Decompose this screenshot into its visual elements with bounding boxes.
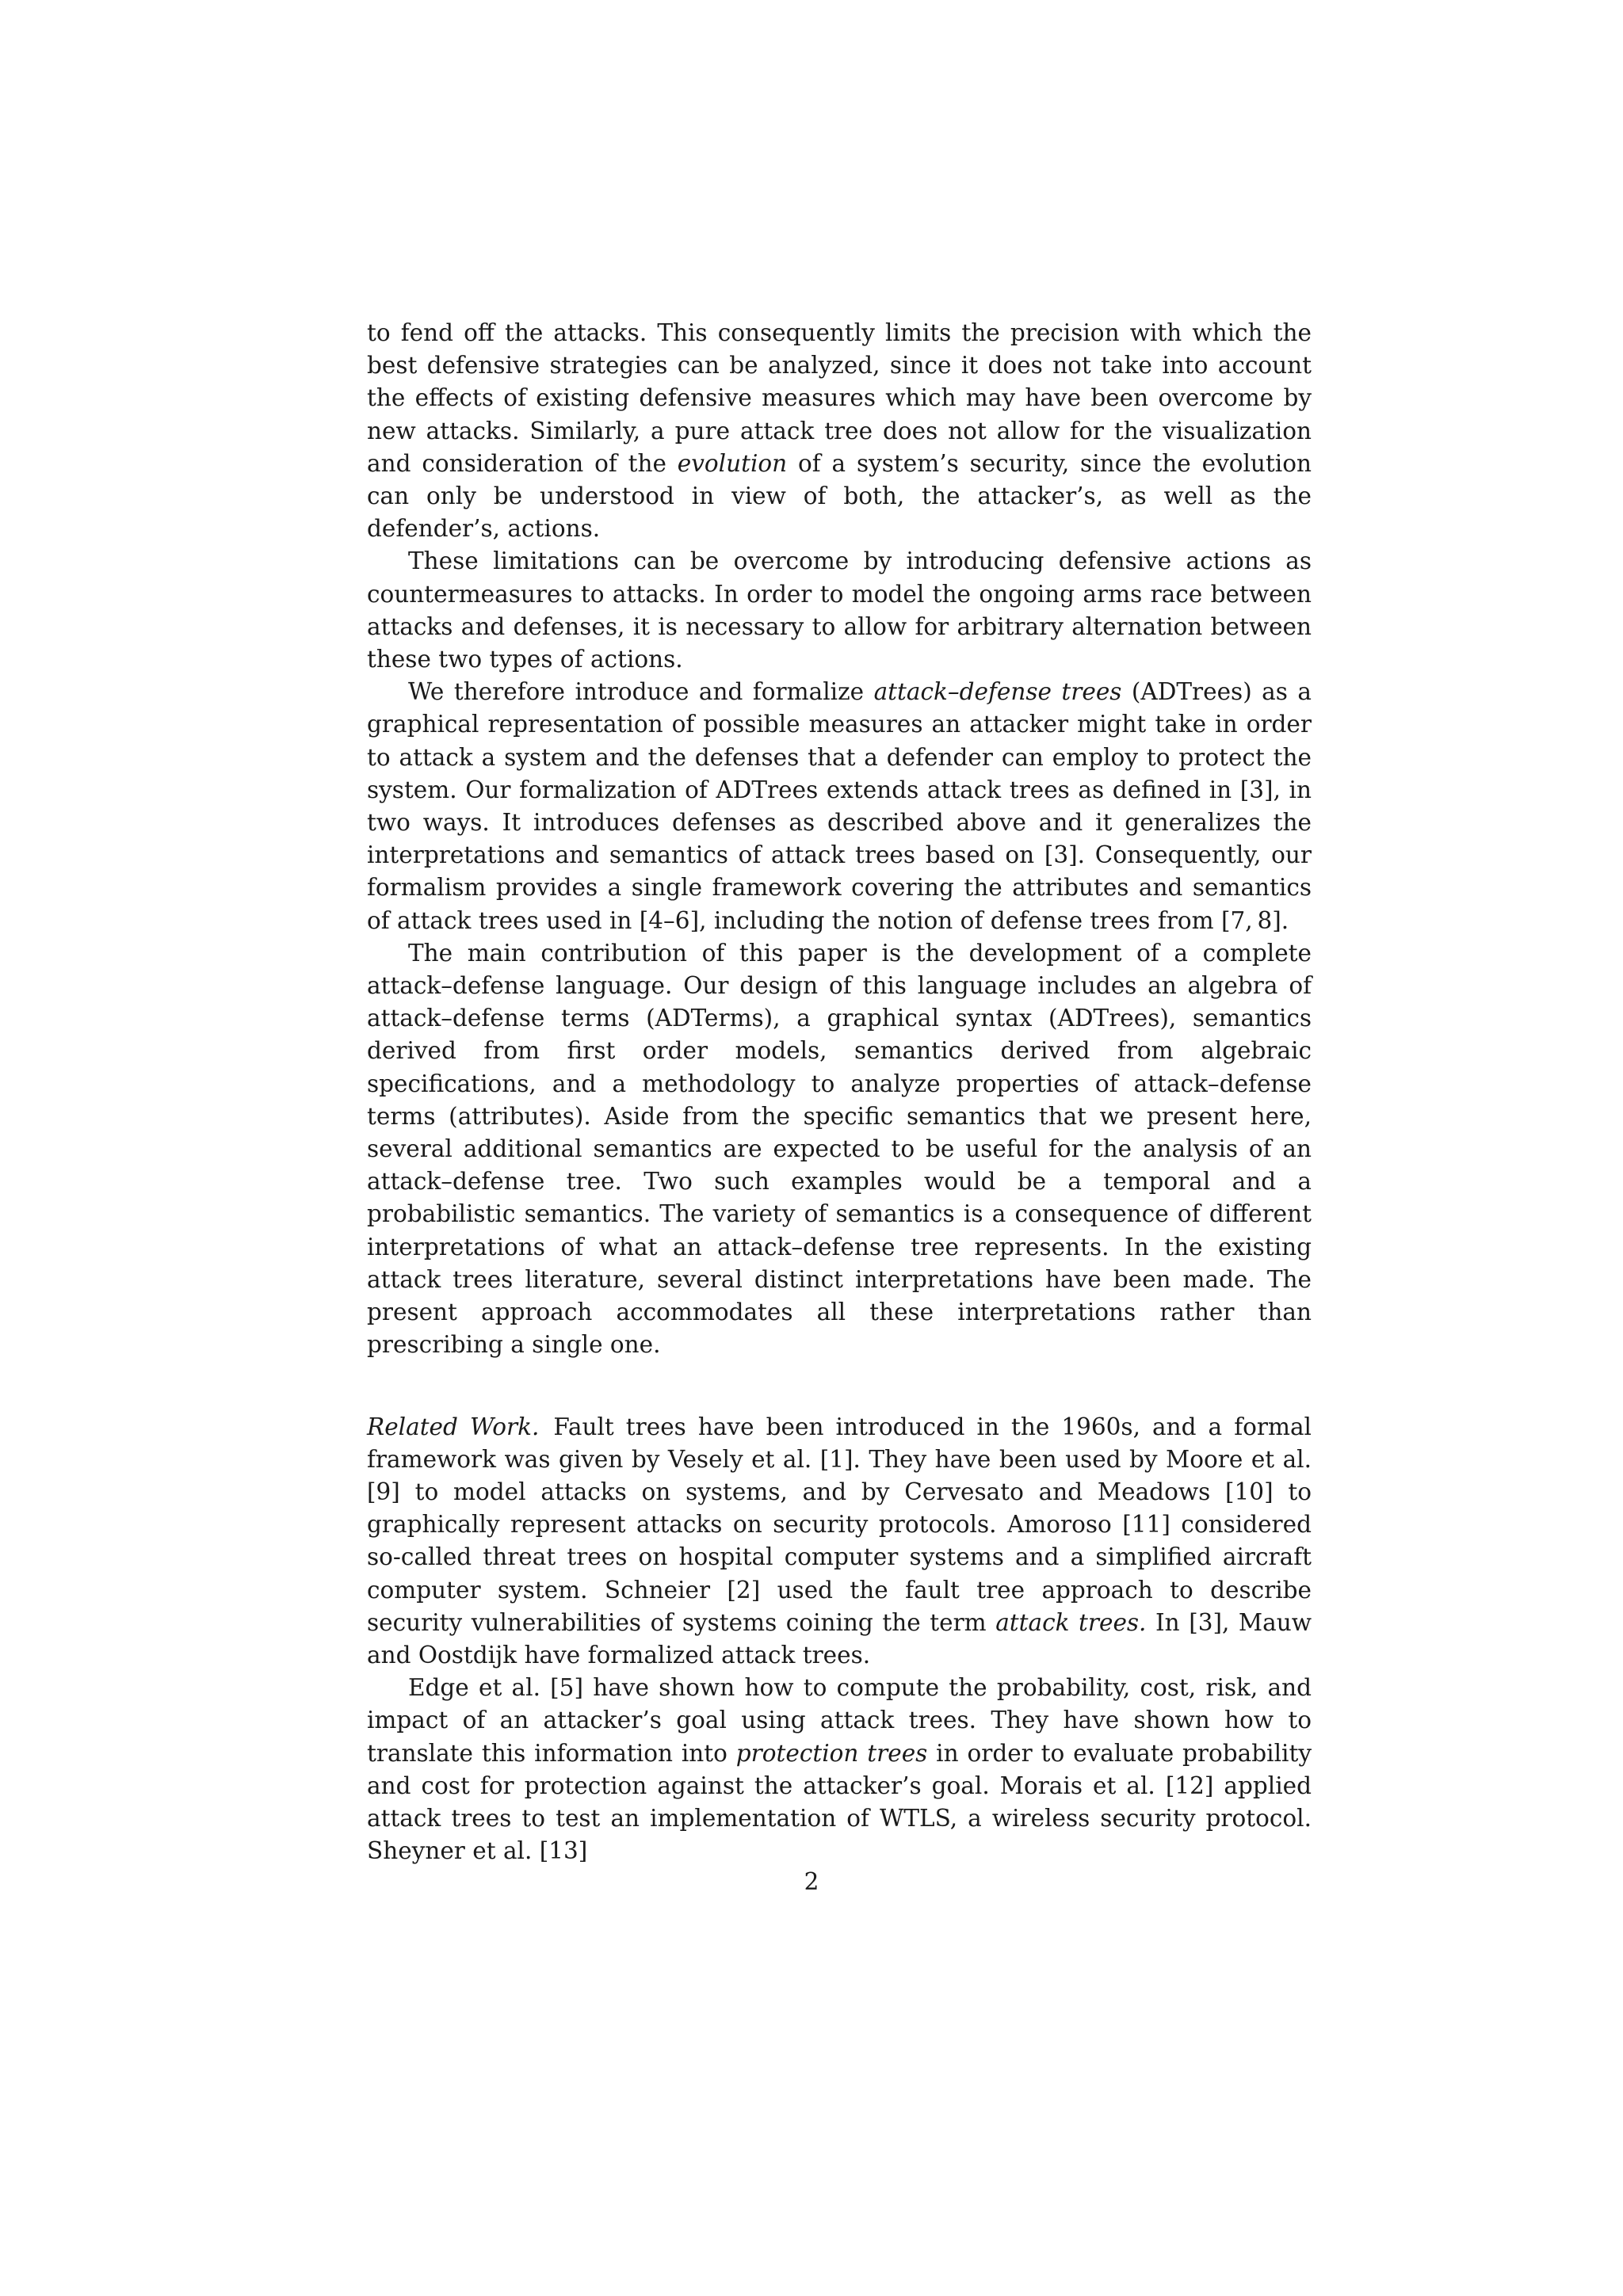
page-number: 2	[804, 1868, 819, 1895]
paragraph-related-work	[367, 1411, 1312, 1672]
paragraph-continued	[367, 317, 1312, 545]
paragraph-text: Fault trees have been introduced in the 1960s, and a formal framework was given by Vesely et al. [1]. They have been used by Moore et al. [9] to model attacks on systems, and by Cervesato and Meadows [10] to graphically represent attacks on security protocols. Amoroso [11] considered so-called threat trees on hospital computer systems and a simplified aircraft computer system. Schneier [2] used the fault tree approach to describe security vulnerabilities of systems coining the term	[367, 1413, 1312, 1636]
paragraph-text: Edge et al. [5] have shown how to compute the probability, cost, risk, and impact of an attacker’s goal using attack trees. They have shown how to translate this information into	[367, 1674, 1312, 1767]
related-work-heading: Related Work.	[367, 1413, 540, 1440]
emphasis-attack-defense-trees: attack–defense trees	[873, 678, 1122, 706]
emphasis-attack-trees: attack trees.	[995, 1608, 1147, 1636]
paragraph-adtrees-intro	[367, 676, 1312, 937]
page-body	[367, 317, 1312, 1867]
paragraph-limitations	[367, 545, 1312, 676]
paragraph-contribution	[367, 937, 1312, 1362]
paragraph-text: of a system’s security, since the evolution can only be understood in view of both, the attacker’s, as well as the defender’s, actions.	[367, 449, 1312, 543]
paragraph-text: These limitations can be overcome by introducing defensive actions as countermeasures to attacks. In order to model the ongoing arms race between attacks and defenses, it is necessary to allow for arbitrary alternation between these two types of actions.	[367, 547, 1312, 673]
paragraph-text: In [3], Mauw and Oostdijk have formalized attack trees.	[367, 1608, 1312, 1669]
paragraph-text: We therefore introduce and formalize	[408, 678, 874, 706]
paragraph-edge-et-al	[367, 1672, 1312, 1867]
paragraph-text: (ADTrees) as a graphical representation of possible measures an attacker might take in order to attack a system and the defenses that a defender can employ to protect the system. Our formalization of ADTrees extends attack trees as defined in [3], in two ways. It introduces defenses as described above and it generalizes the interpretations and semantics of attack trees based on [3]. Consequently, our formalism provides a single framework covering the attributes and semantics of attack trees used in [4–6], including the notion of defense trees from [7, 8].	[367, 678, 1312, 934]
paragraph-text: The main contribution of this paper is the development of a complete attack–defense language. Our design of this language includes an algebra of attack–defense terms (ADTerms), a graphical syntax (ADTrees), semantics derived from first order models, semantics derived from algebraic specifications, and a methodology to analyze properties of attack–defense terms (attributes). Aside from the specific semantics that we present here, several additional semantics are expected to be useful for the analysis of an attack–defense tree. Two such examples would be a temporal and a probabilistic semantics. The variety of semantics is a consequence of different interpretations of what an attack–defense tree represents. In the existing attack trees literature, several distinct interpretations have been made. The present approach accommodates all these interpretations rather than prescribing a single one.	[367, 939, 1312, 1359]
emphasis-evolution: evolution	[677, 449, 788, 477]
paragraph-text: in order to evaluate probability and cost for protection against the attacker’s goal. Morais et al. [12] applied attack trees to test an implementation of WTLS, a wireless security protocol. Sheyner et al. [13]	[367, 1739, 1312, 1865]
paragraph-text: to fend off the attacks. This consequently limits the precision with which the best defensive strategies can be analyzed, since it does not take into account the effects of existing defensive measures which may have been overcome by new attacks. Similarly, a pure attack tree does not allow for the visualization and consideration of the	[367, 319, 1312, 477]
emphasis-protection-trees: protection trees	[735, 1739, 928, 1767]
